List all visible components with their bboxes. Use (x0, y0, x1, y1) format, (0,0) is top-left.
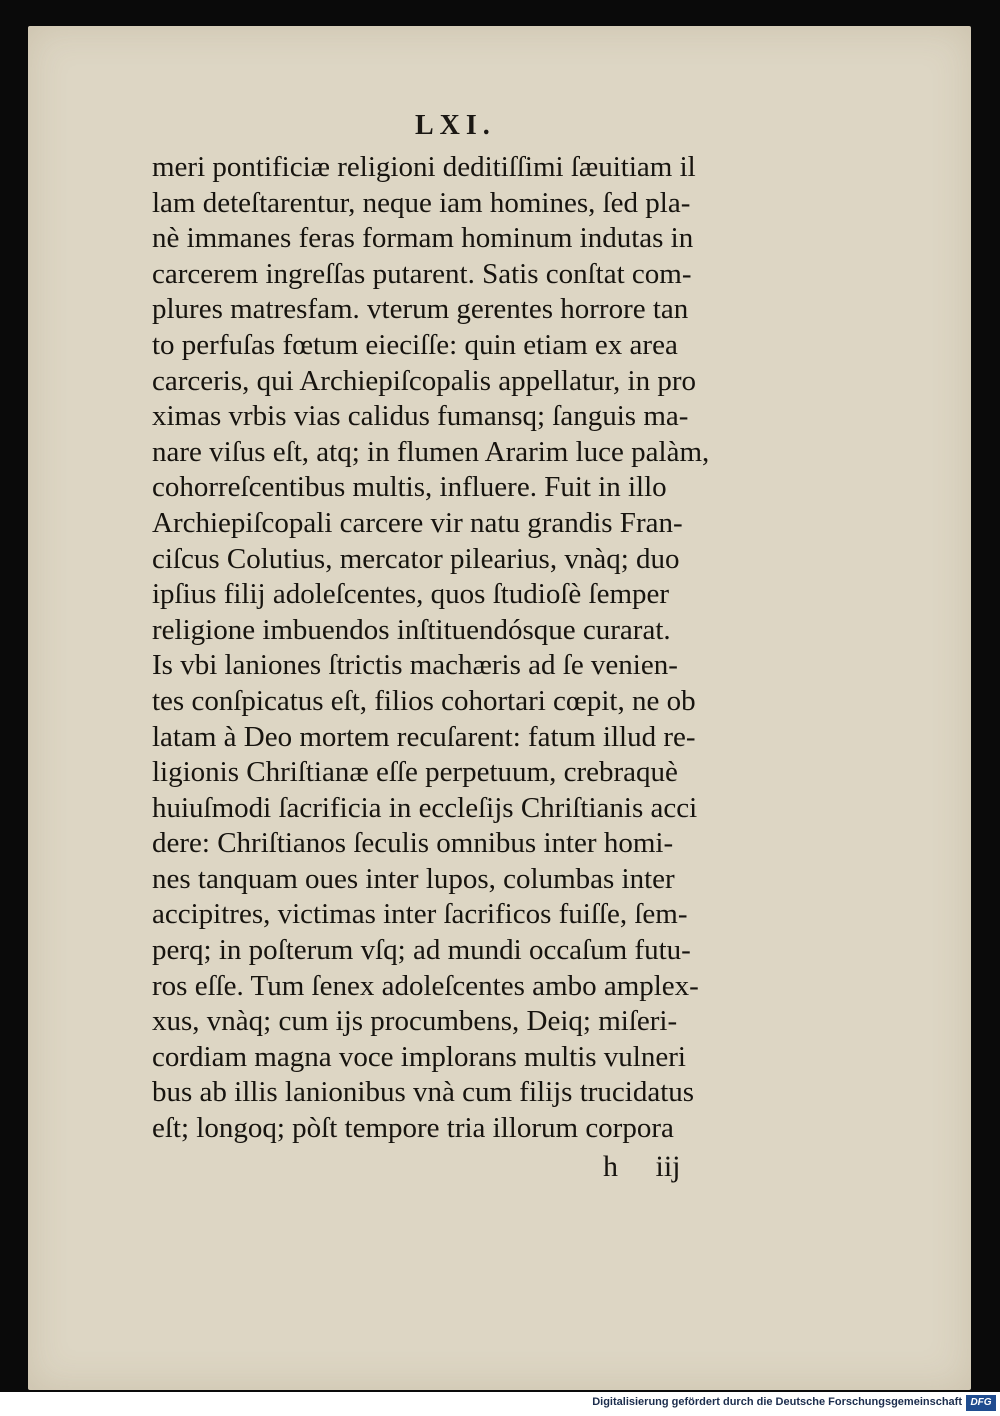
signature-letter: h (603, 1150, 618, 1183)
text-line: Is vbi laniones ſtrictis machæris ad ſe venien- (152, 649, 678, 682)
page-folio: LXI. (415, 110, 496, 141)
text-line: xus, vnàq; cum ijs procumbens, Deiq; miſeri- (152, 1005, 678, 1038)
text-block (152, 150, 772, 1147)
text-line: carcerem ingreſſas putarent. Satis conſtat com- (152, 257, 692, 290)
text-line: carceris, qui Archiepiſcopalis appellatur, in pro (152, 364, 697, 397)
text-line: Archiepiſcopali carcere vir natu grandis Fran- (152, 506, 683, 539)
text-line: ximas vrbis vias calidus fumansq; ſanguis ma- (152, 400, 689, 433)
text-line: eſt; longoq; pòſt tempore tria illorum corpora (152, 1112, 674, 1145)
signature-number: iij (655, 1150, 681, 1183)
text-line: perq; in poſterum vſq; ad mundi occaſum futu- (152, 934, 691, 967)
text-line: latam à Deo mortem recuſarent: fatum illud re- (152, 720, 696, 753)
text-line: nè immanes feras formam hominum indutas in (152, 222, 694, 255)
text-line: ciſcus Colutius, mercator pilearius, vnàq; duo (152, 542, 680, 575)
text-line: nes tanquam oues inter lupos, columbas inter (152, 862, 675, 895)
dfg-logo-icon: DFG (966, 1395, 996, 1411)
text-line: ros eſſe. Tum ſenex adoleſcentes ambo amplex- (152, 969, 699, 1002)
text-line: meri pontificiæ religioni deditiſſimi ſæuitiam il (152, 151, 696, 183)
text-line: ipſius filij adoleſcentes, quos ſtudioſè ſemper (152, 578, 670, 611)
text-line: huiuſmodi ſacrificia in eccleſijs Chriſtianis acci (152, 791, 698, 824)
text-line: cohorreſcentibus multis, influere. Fuit in illo (152, 471, 667, 504)
text-line: dere: Chriſtianos ſeculis omnibus inter homi- (152, 827, 674, 860)
text-line: bus ab illis lanionibus vnà cum filijs trucidatus (152, 1076, 695, 1109)
funding-credit: Digitalisierung gefördert durch die Deutsche Forschungsgemeinschaft (592, 1396, 962, 1408)
text-line: lam deteſtarentur, neque iam homines, ſed pla- (152, 186, 691, 219)
text-line: tes conſpicatus eſt, filios cohortari cœpit, ne ob (152, 684, 696, 717)
text-line: plures matresfam. vterum gerentes horrore tan (152, 293, 689, 326)
text-line: to perfuſas fœtum eieciſſe: quin etiam ex area (152, 328, 678, 361)
footer-bar (0, 1392, 1000, 1416)
text-line: cordiam magna voce implorans multis vulneri (152, 1040, 686, 1073)
text-line: accipitres, victimas inter ſacrificos fuiſſe, ſem- (152, 898, 688, 931)
text-line: religione imbuendos inſtituendósque curarat. (152, 613, 671, 646)
signature-mark (603, 1150, 681, 1184)
text-line: nare viſus eſt, atq; in flumen Ararim luce palàm, (152, 435, 710, 468)
text-line: ligionis Chriſtianæ eſſe perpetuum, crebraquè (152, 756, 678, 789)
